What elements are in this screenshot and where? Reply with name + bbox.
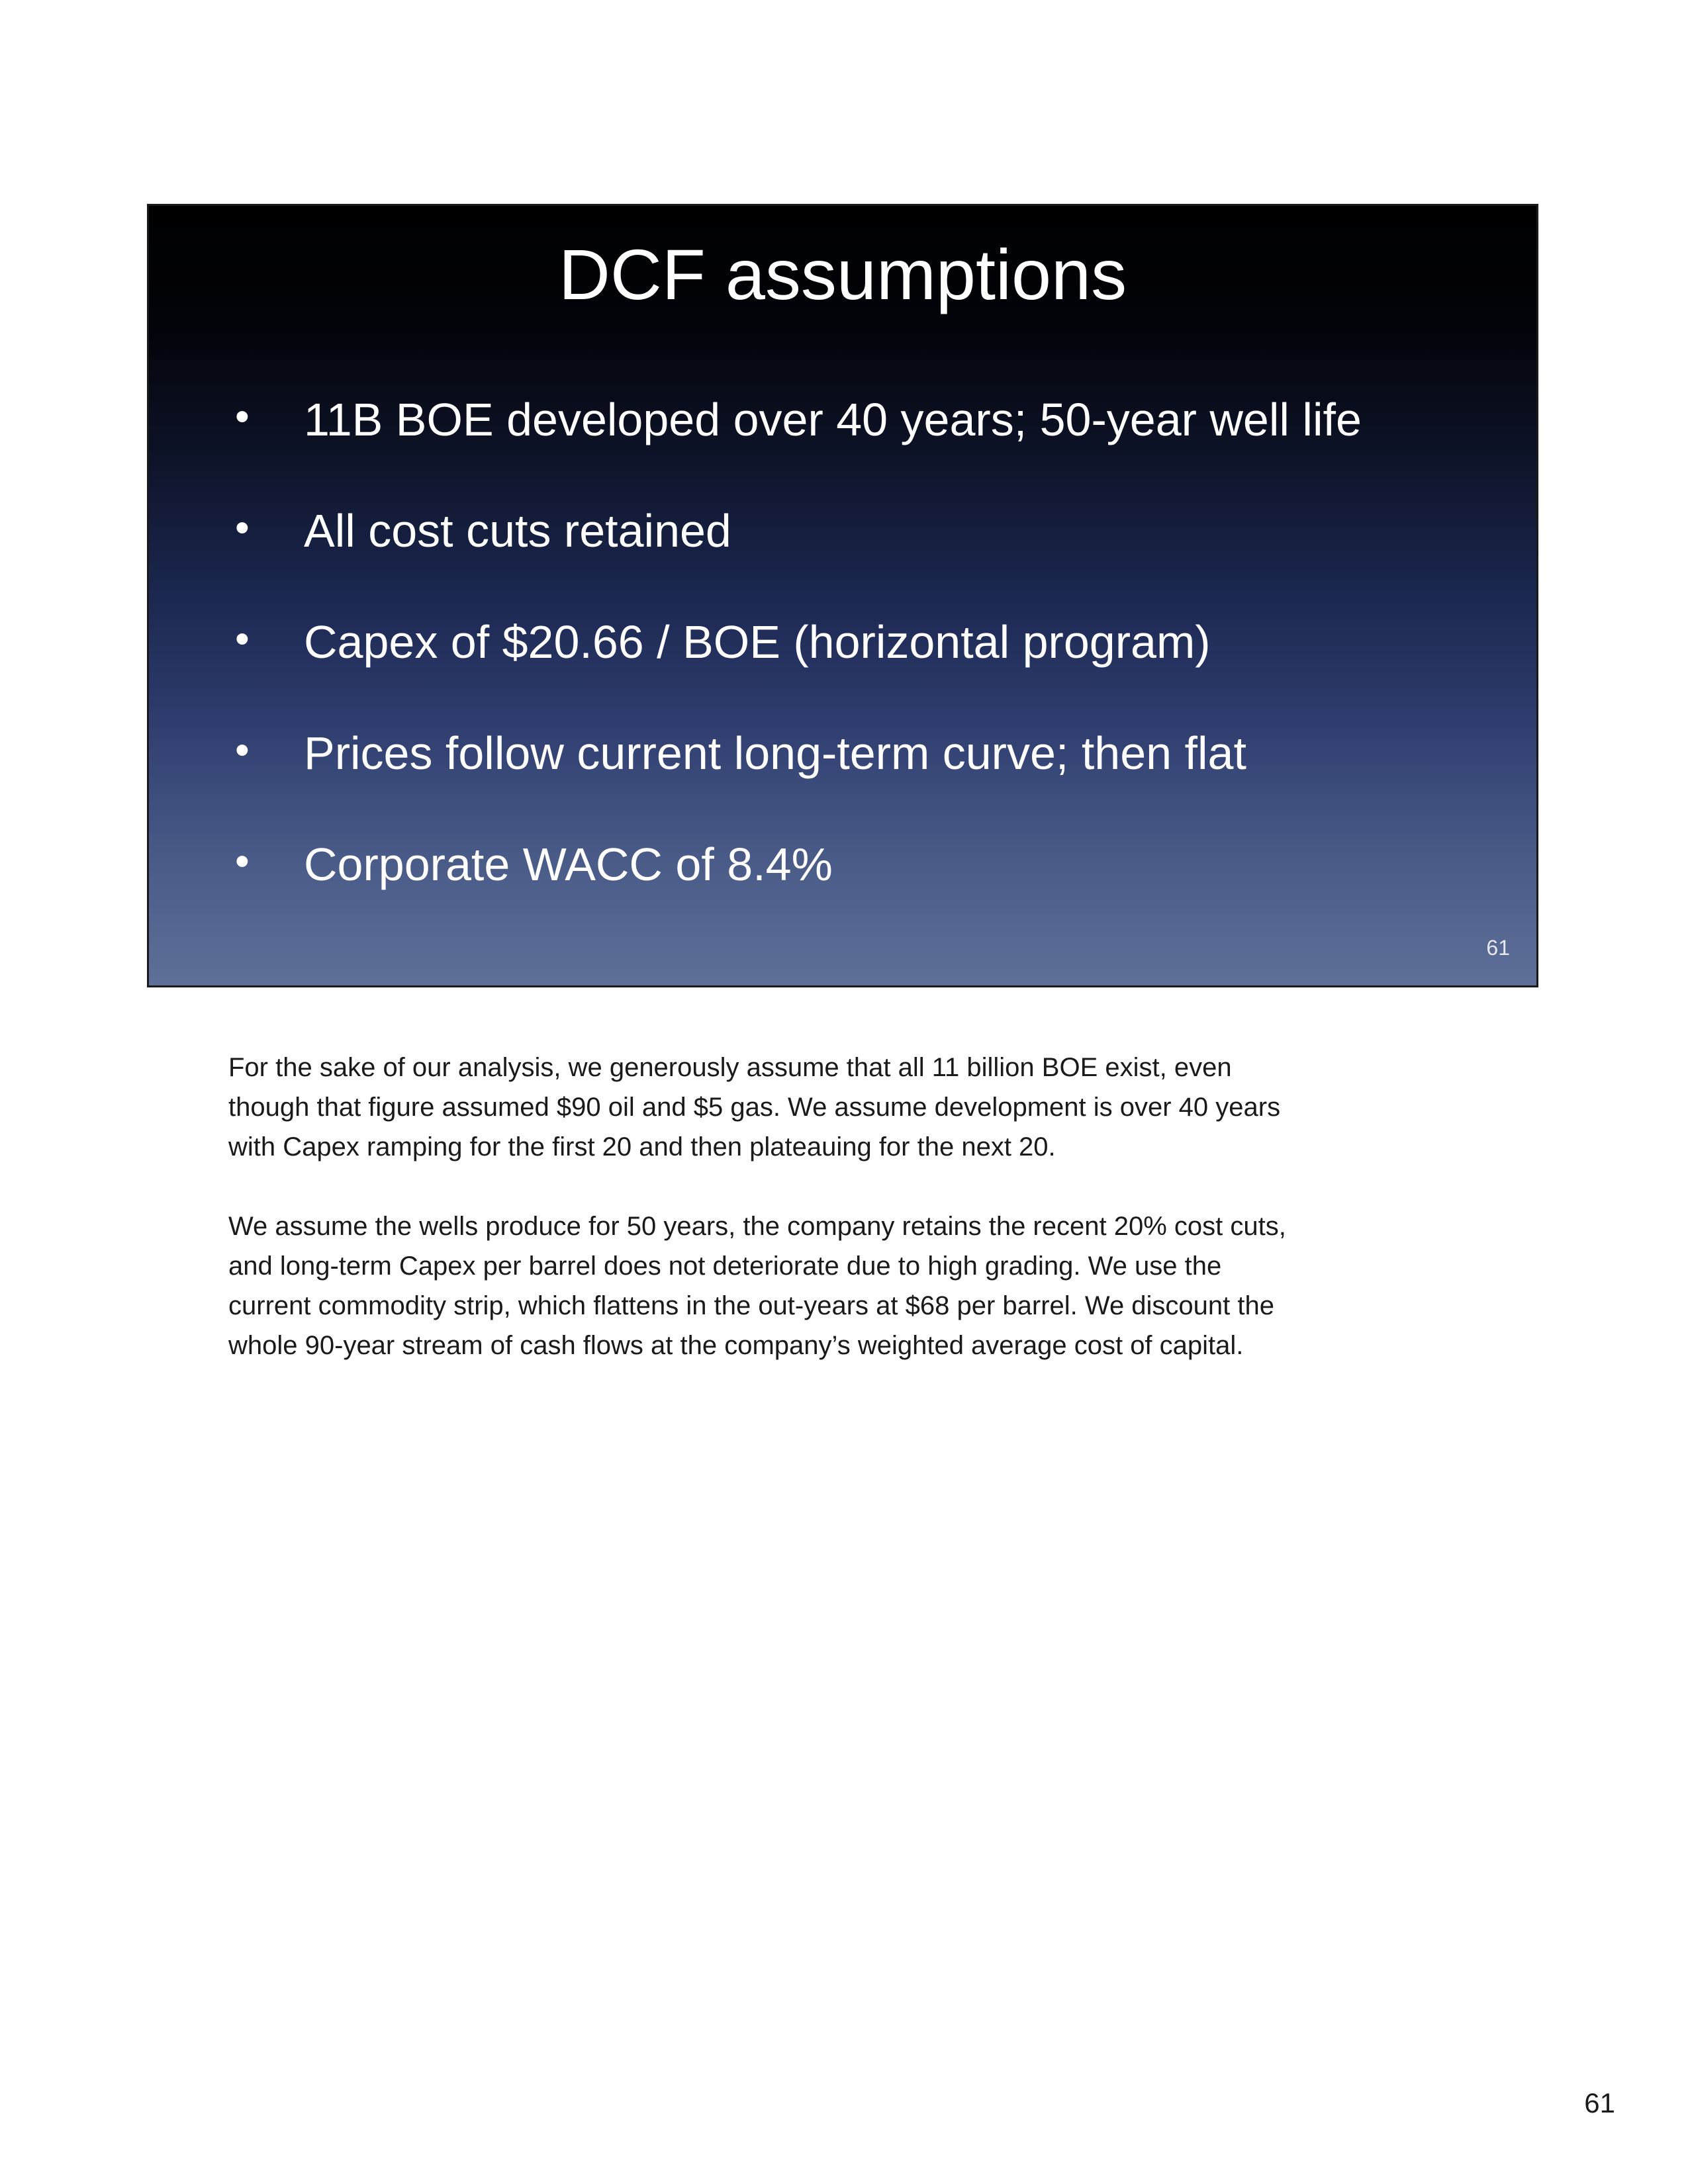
bullet-text: 11B BOE developed over 40 years; 50-year well life [304, 394, 1362, 445]
bullet-icon: • [235, 727, 250, 773]
notes-paragraph: For the sake of our analysis, we generously assume that all 11 billion BOE exist, even though that figure assumed $90 oil and $5 gas. We assume development is over 40 years with Capex ramping for the first 20 and then plateauing for the next 20. [228, 1053, 1281, 1161]
notes-paragraph: We assume the wells produce for 50 years, the company retains the recent 20% cost cuts, and long-term Capex per barrel does not deteriorate due to high grading. We use the current commodity strip, which flattens in the out-years at $68 per barrel. We discount the whole 90-year stream of cash flows at the company’s weighted average cost of capital. [228, 1212, 1286, 1360]
bullet-icon: • [235, 839, 250, 884]
slide-title: DCF assumptions [558, 234, 1127, 314]
bullet-text: Capex of $20.66 / BOE (horizontal program) [304, 616, 1211, 668]
bullet-text: Corporate WACC of 8.4% [304, 839, 833, 890]
bullet-icon: • [235, 394, 250, 439]
bullet-text: Prices follow current long-term curve; then flat [304, 727, 1246, 779]
speaker-notes [228, 1048, 1486, 1365]
page-number: 61 [1584, 2087, 1615, 2118]
slide-number: 61 [1486, 936, 1510, 960]
bullet-icon: • [235, 505, 250, 551]
slide-image [147, 204, 1538, 987]
bullet-icon: • [235, 616, 250, 662]
bullet-text: All cost cuts retained [304, 505, 731, 557]
